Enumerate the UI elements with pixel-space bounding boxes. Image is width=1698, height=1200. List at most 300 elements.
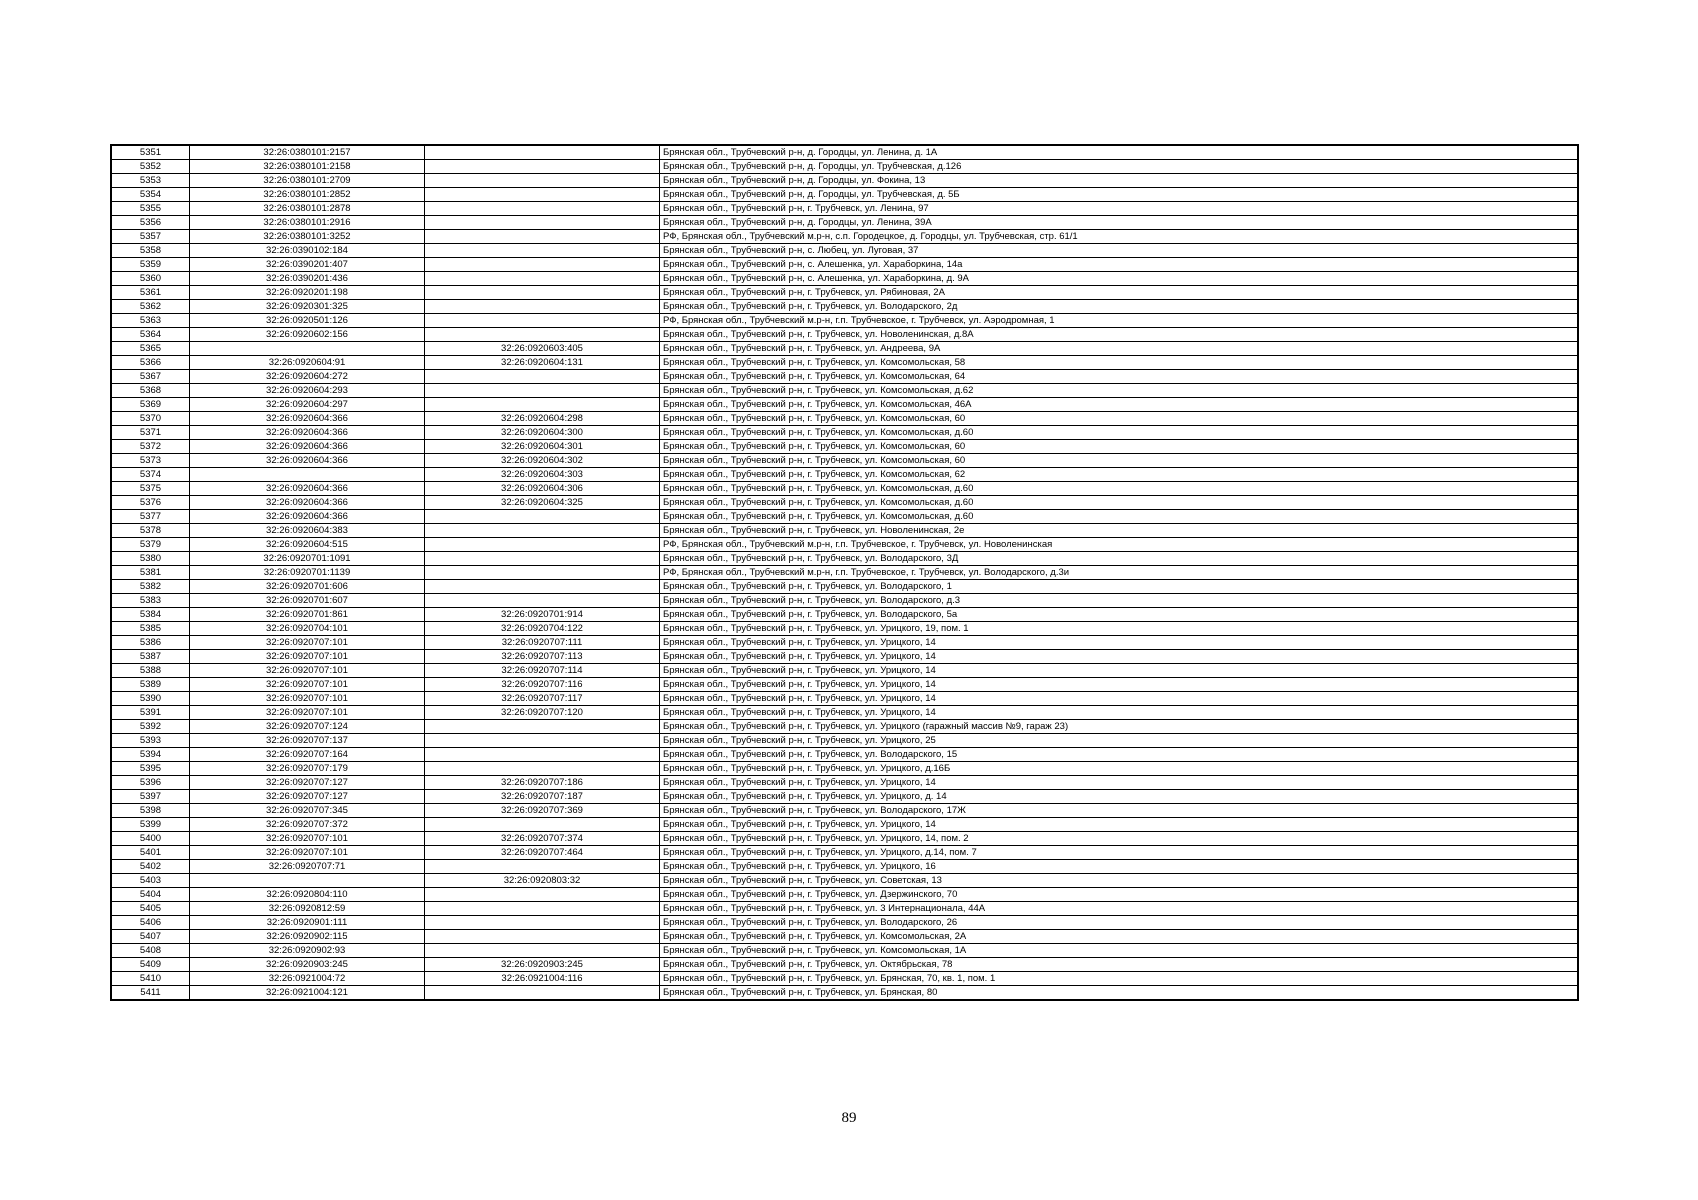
parent-cadastral-number-cell [425, 510, 660, 524]
address-cell: Брянская обл., Трубчевский р-н, г. Трубчевск, ул. Рябиновая, 2А [660, 286, 1579, 300]
address-cell: РФ, Брянская обл., Трубчевский м.р-н, г.п. Трубчевское, г. Трубчевск, ул. Аэродромная, 1 [660, 314, 1579, 328]
row-number-cell: 5359 [111, 258, 190, 272]
address-cell: Брянская обл., Трубчевский р-н, г. Трубчевск, ул. Урицкого, 14 [660, 664, 1579, 678]
cadastral-number-cell: 32:26:0920901:111 [190, 916, 425, 930]
parent-cadastral-number-cell [425, 734, 660, 748]
parent-cadastral-number-cell [425, 384, 660, 398]
address-cell: Брянская обл., Трубчевский р-н, г. Трубчевск, ул. Володарского, 15 [660, 748, 1579, 762]
table-row [111, 188, 1578, 202]
row-number-cell: 5371 [111, 426, 190, 440]
table-row [111, 874, 1578, 888]
row-number-cell: 5367 [111, 370, 190, 384]
cadastral-number-cell: 32:26:0920707:101 [190, 706, 425, 720]
row-number-cell: 5389 [111, 678, 190, 692]
row-number-cell: 5379 [111, 538, 190, 552]
row-number-cell: 5365 [111, 342, 190, 356]
cadastral-number-cell: 32:26:0380101:2916 [190, 216, 425, 230]
address-cell: Брянская обл., Трубчевский р-н, с. Алешенка, ул. Хараборкина, д. 9А [660, 272, 1579, 286]
row-number-cell: 5401 [111, 846, 190, 860]
cadastral-number-cell: 32:26:0380101:3252 [190, 230, 425, 244]
cadastral-number-cell: 32:26:0920707:124 [190, 720, 425, 734]
parent-cadastral-number-cell [425, 370, 660, 384]
table-row [111, 538, 1578, 552]
cadastral-number-cell: 32:26:0380101:2158 [190, 160, 425, 174]
table-row [111, 678, 1578, 692]
row-number-cell: 5355 [111, 202, 190, 216]
row-number-cell: 5387 [111, 650, 190, 664]
parent-cadastral-number-cell [425, 272, 660, 286]
address-cell: Брянская обл., Трубчевский р-н, г. Трубчевск, ул. Андреева, 9А [660, 342, 1579, 356]
parent-cadastral-number-cell: 32:26:0920604:302 [425, 454, 660, 468]
parent-cadastral-number-cell [425, 566, 660, 580]
cadastral-number-cell [190, 342, 425, 356]
table-row [111, 272, 1578, 286]
parent-cadastral-number-cell: 32:26:0920803:32 [425, 874, 660, 888]
cadastral-number-cell: 32:26:0920604:366 [190, 426, 425, 440]
cadastral-number-cell: 32:26:0920707:164 [190, 748, 425, 762]
table-row [111, 692, 1578, 706]
cadastral-number-cell: 32:26:0920707:101 [190, 846, 425, 860]
address-cell: Брянская обл., Трубчевский р-н, г. Трубчевск, ул. Новоленинская, 2е [660, 524, 1579, 538]
cadastral-number-cell: 32:26:0920604:297 [190, 398, 425, 412]
cadastral-number-cell: 32:26:0920701:607 [190, 594, 425, 608]
table-row [111, 328, 1578, 342]
address-cell: Брянская обл., Трубчевский р-н, г. Трубчевск, ул. Урицкого, 14 [660, 776, 1579, 790]
table-row [111, 902, 1578, 916]
cadastral-number-cell: 32:26:0920707:101 [190, 650, 425, 664]
row-number-cell: 5397 [111, 790, 190, 804]
address-cell: Брянская обл., Трубчевский р-н, г. Трубчевск, ул. Комсомольская, 46А [660, 398, 1579, 412]
row-number-cell: 5388 [111, 664, 190, 678]
parent-cadastral-number-cell [425, 944, 660, 958]
table-row [111, 986, 1578, 1001]
table-row [111, 244, 1578, 258]
address-cell: Брянская обл., Трубчевский р-н, г. Трубчевск, ул. Урицкого, 14, пом. 2 [660, 832, 1579, 846]
parent-cadastral-number-cell: 32:26:0920604:131 [425, 356, 660, 370]
cadastral-number-cell: 32:26:0920707:101 [190, 664, 425, 678]
address-cell: Брянская обл., Трубчевский р-н, г. Трубчевск, ул. Урицкого, 14 [660, 650, 1579, 664]
address-cell: Брянская обл., Трубчевский р-н, г. Трубчевск, ул. Комсомольская, д.62 [660, 384, 1579, 398]
row-number-cell: 5364 [111, 328, 190, 342]
table-row [111, 468, 1578, 482]
table-row [111, 174, 1578, 188]
parent-cadastral-number-cell: 32:26:0920707:464 [425, 846, 660, 860]
table-row [111, 972, 1578, 986]
table-row [111, 454, 1578, 468]
row-number-cell: 5386 [111, 636, 190, 650]
table-row [111, 664, 1578, 678]
address-cell: Брянская обл., Трубчевский р-н, г. Трубчевск, ул. Урицкого, д.14, пом. 7 [660, 846, 1579, 860]
address-cell: Брянская обл., Трубчевский р-н, д. Городцы, ул. Трубчевская, д.126 [660, 160, 1579, 174]
row-number-cell: 5407 [111, 930, 190, 944]
table-row [111, 944, 1578, 958]
address-cell: Брянская обл., Трубчевский р-н, г. Трубчевск, ул. Володарского, 26 [660, 916, 1579, 930]
parent-cadastral-number-cell [425, 888, 660, 902]
table-row [111, 706, 1578, 720]
parent-cadastral-number-cell: 32:26:0920707:186 [425, 776, 660, 790]
cadastral-number-cell: 32:26:0920604:366 [190, 510, 425, 524]
parent-cadastral-number-cell: 32:26:0920604:306 [425, 482, 660, 496]
row-number-cell: 5356 [111, 216, 190, 230]
table-row [111, 566, 1578, 580]
cadastral-number-cell: 32:26:0920707:372 [190, 818, 425, 832]
row-number-cell: 5358 [111, 244, 190, 258]
cadastral-number-cell: 32:26:0920902:93 [190, 944, 425, 958]
parent-cadastral-number-cell [425, 314, 660, 328]
cadastral-number-cell: 32:26:0920604:293 [190, 384, 425, 398]
parent-cadastral-number-cell [425, 174, 660, 188]
table-row [111, 860, 1578, 874]
parent-cadastral-number-cell [425, 594, 660, 608]
parent-cadastral-number-cell [425, 145, 660, 160]
parent-cadastral-number-cell: 32:26:0920603:405 [425, 342, 660, 356]
row-number-cell: 5351 [111, 145, 190, 160]
row-number-cell: 5362 [111, 300, 190, 314]
row-number-cell: 5382 [111, 580, 190, 594]
address-cell: Брянская обл., Трубчевский р-н, г. Трубчевск, ул. Комсомольская, д.60 [660, 496, 1579, 510]
row-number-cell: 5385 [111, 622, 190, 636]
table-row [111, 776, 1578, 790]
address-cell: Брянская обл., Трубчевский р-н, г. Трубчевск, ул. Брянская, 80 [660, 986, 1579, 1001]
row-number-cell: 5402 [111, 860, 190, 874]
table-row [111, 202, 1578, 216]
parent-cadastral-number-cell [425, 818, 660, 832]
table-row [111, 482, 1578, 496]
address-cell: Брянская обл., Трубчевский р-н, г. Трубчевск, ул. Урицкого, 14 [660, 706, 1579, 720]
table-row [111, 145, 1578, 160]
address-cell: Брянская обл., Трубчевский р-н, г. Трубчевск, ул. Октябрьская, 78 [660, 958, 1579, 972]
row-number-cell: 5375 [111, 482, 190, 496]
table-row [111, 552, 1578, 566]
cadastral-number-cell: 32:26:0920604:91 [190, 356, 425, 370]
row-number-cell: 5377 [111, 510, 190, 524]
parent-cadastral-number-cell: 32:26:0920707:116 [425, 678, 660, 692]
table-row [111, 580, 1578, 594]
row-number-cell: 5383 [111, 594, 190, 608]
table-row [111, 230, 1578, 244]
parent-cadastral-number-cell [425, 216, 660, 230]
row-number-cell: 5376 [111, 496, 190, 510]
parent-cadastral-number-cell: 32:26:0920903:245 [425, 958, 660, 972]
row-number-cell: 5381 [111, 566, 190, 580]
table-row [111, 216, 1578, 230]
address-cell: Брянская обл., Трубчевский р-н, с. Алешенка, ул. Хараборкина, 14а [660, 258, 1579, 272]
table-row [111, 748, 1578, 762]
row-number-cell: 5406 [111, 916, 190, 930]
parent-cadastral-number-cell: 32:26:0920707:114 [425, 664, 660, 678]
table-row [111, 790, 1578, 804]
row-number-cell: 5372 [111, 440, 190, 454]
cadastral-number-cell: 32:26:0920804:110 [190, 888, 425, 902]
address-cell: Брянская обл., Трубчевский р-н, г. Трубчевск, ул. Комсомольская, 2А [660, 930, 1579, 944]
cadastral-number-cell: 32:26:0920604:272 [190, 370, 425, 384]
cadastral-number-cell: 32:26:0920701:861 [190, 608, 425, 622]
parent-cadastral-number-cell: 32:26:0920707:113 [425, 650, 660, 664]
cadastral-number-cell: 32:26:0920604:366 [190, 482, 425, 496]
parent-cadastral-number-cell: 32:26:0920707:120 [425, 706, 660, 720]
parent-cadastral-number-cell [425, 188, 660, 202]
row-number-cell: 5392 [111, 720, 190, 734]
cadastral-number-cell: 32:26:0920701:1139 [190, 566, 425, 580]
registry-table [110, 144, 1579, 1001]
address-cell: Брянская обл., Трубчевский р-н, г. Трубчевск, ул. Комсомольская, д.60 [660, 482, 1579, 496]
cadastral-number-cell: 32:26:0921004:121 [190, 986, 425, 1001]
cadastral-number-cell: 32:26:0380101:2157 [190, 145, 425, 160]
parent-cadastral-number-cell: 32:26:0920604:300 [425, 426, 660, 440]
row-number-cell: 5391 [111, 706, 190, 720]
address-cell: Брянская обл., Трубчевский р-н, г. Трубчевск, ул. Урицкого, д. 14 [660, 790, 1579, 804]
address-cell: Брянская обл., Трубчевский р-н, г. Трубчевск, ул. Комсомольская, 1А [660, 944, 1579, 958]
address-cell: Брянская обл., Трубчевский р-н, г. Трубчевск, ул. Урицкого, 19, пом. 1 [660, 622, 1579, 636]
parent-cadastral-number-cell: 32:26:0920707:117 [425, 692, 660, 706]
cadastral-number-cell: 32:26:0920812:59 [190, 902, 425, 916]
table-row [111, 650, 1578, 664]
table-row [111, 762, 1578, 776]
table-row [111, 594, 1578, 608]
parent-cadastral-number-cell [425, 986, 660, 1001]
table-row [111, 734, 1578, 748]
cadastral-number-cell: 32:26:0920707:179 [190, 762, 425, 776]
row-number-cell: 5361 [111, 286, 190, 300]
table-row [111, 804, 1578, 818]
address-cell: Брянская обл., Трубчевский р-н, г. Трубчевск, ул. Володарского, 3Д [660, 552, 1579, 566]
table-row [111, 300, 1578, 314]
table-row [111, 818, 1578, 832]
row-number-cell: 5353 [111, 174, 190, 188]
parent-cadastral-number-cell [425, 258, 660, 272]
row-number-cell: 5374 [111, 468, 190, 482]
table-row [111, 426, 1578, 440]
address-cell: Брянская обл., Трубчевский р-н, г. Трубчевск, ул. Володарского, 2д [660, 300, 1579, 314]
cadastral-number-cell: 32:26:0920707:345 [190, 804, 425, 818]
parent-cadastral-number-cell [425, 916, 660, 930]
row-number-cell: 5378 [111, 524, 190, 538]
address-cell: Брянская обл., Трубчевский р-н, д. Городцы, ул. Трубчевская, д. 5Б [660, 188, 1579, 202]
parent-cadastral-number-cell [425, 902, 660, 916]
table-row [111, 370, 1578, 384]
table-row [111, 524, 1578, 538]
table-row [111, 930, 1578, 944]
address-cell: Брянская обл., Трубчевский р-н, д. Городцы, ул. Ленина, д. 1А [660, 145, 1579, 160]
row-number-cell: 5408 [111, 944, 190, 958]
cadastral-number-cell: 32:26:0380101:2852 [190, 188, 425, 202]
address-cell: Брянская обл., Трубчевский р-н, г. Трубчевск, ул. Комсомольская, 58 [660, 356, 1579, 370]
address-cell: Брянская обл., Трубчевский р-н, г. Трубчевск, ул. Дзержинского, 70 [660, 888, 1579, 902]
table-row [111, 720, 1578, 734]
cadastral-number-cell: 32:26:0920501:126 [190, 314, 425, 328]
table-row [111, 636, 1578, 650]
table-row [111, 888, 1578, 902]
table-row [111, 412, 1578, 426]
parent-cadastral-number-cell [425, 286, 660, 300]
parent-cadastral-number-cell [425, 524, 660, 538]
address-cell: Брянская обл., Трубчевский р-н, с. Любец, ул. Луговая, 37 [660, 244, 1579, 258]
address-cell: Брянская обл., Трубчевский р-н, г. Трубчевск, ул. Урицкого, 16 [660, 860, 1579, 874]
row-number-cell: 5373 [111, 454, 190, 468]
table-row [111, 608, 1578, 622]
cadastral-number-cell: 32:26:0920707:127 [190, 776, 425, 790]
row-number-cell: 5363 [111, 314, 190, 328]
cadastral-number-cell: 32:26:0920604:383 [190, 524, 425, 538]
row-number-cell: 5404 [111, 888, 190, 902]
table-row [111, 398, 1578, 412]
parent-cadastral-number-cell [425, 538, 660, 552]
parent-cadastral-number-cell [425, 748, 660, 762]
table-row [111, 286, 1578, 300]
address-cell: Брянская обл., Трубчевский р-н, г. Трубчевск, ул. Урицкого, 14 [660, 678, 1579, 692]
parent-cadastral-number-cell: 32:26:0920604:298 [425, 412, 660, 426]
table-row [111, 496, 1578, 510]
address-cell: Брянская обл., Трубчевский р-н, г. Трубчевск, ул. Ленина, 97 [660, 202, 1579, 216]
parent-cadastral-number-cell [425, 202, 660, 216]
address-cell: Брянская обл., Трубчевский р-н, г. Трубчевск, ул. Урицкого (гаражный массив №9, гараж 23) [660, 720, 1579, 734]
row-number-cell: 5360 [111, 272, 190, 286]
registry-table-body [111, 145, 1578, 1000]
cadastral-number-cell [190, 468, 425, 482]
address-cell: Брянская обл., Трубчевский р-н, г. Трубчевск, ул. Комсомольская, 60 [660, 412, 1579, 426]
row-number-cell: 5395 [111, 762, 190, 776]
address-cell: Брянская обл., Трубчевский р-н, г. Трубчевск, ул. Володарского, 5а [660, 608, 1579, 622]
parent-cadastral-number-cell: 32:26:0921004:116 [425, 972, 660, 986]
address-cell: Брянская обл., Трубчевский р-н, г. Трубчевск, ул. Урицкого, 25 [660, 734, 1579, 748]
parent-cadastral-number-cell: 32:26:0920707:374 [425, 832, 660, 846]
cadastral-number-cell: 32:26:0920701:606 [190, 580, 425, 594]
parent-cadastral-number-cell: 32:26:0920701:914 [425, 608, 660, 622]
cadastral-number-cell: 32:26:0380101:2709 [190, 174, 425, 188]
address-cell: Брянская обл., Трубчевский р-н, г. Трубчевск, ул. Комсомольская, 64 [660, 370, 1579, 384]
row-number-cell: 5380 [111, 552, 190, 566]
row-number-cell: 5410 [111, 972, 190, 986]
parent-cadastral-number-cell: 32:26:0920707:369 [425, 804, 660, 818]
cadastral-number-cell: 32:26:0920707:137 [190, 734, 425, 748]
cadastral-number-cell: 32:26:0920704:101 [190, 622, 425, 636]
parent-cadastral-number-cell [425, 300, 660, 314]
table-row [111, 356, 1578, 370]
row-number-cell: 5384 [111, 608, 190, 622]
cadastral-number-cell: 32:26:0921004:72 [190, 972, 425, 986]
table-row [111, 510, 1578, 524]
address-cell: Брянская обл., Трубчевский р-н, г. Трубчевск, ул. Комсомольская, 60 [660, 454, 1579, 468]
page-number: 89 [841, 1110, 857, 1126]
row-number-cell: 5357 [111, 230, 190, 244]
parent-cadastral-number-cell [425, 398, 660, 412]
cadastral-number-cell: 32:26:0920707:71 [190, 860, 425, 874]
address-cell: Брянская обл., Трубчевский р-н, г. Трубчевск, ул. Комсомольская, д.60 [660, 426, 1579, 440]
cadastral-number-cell: 32:26:0920602:156 [190, 328, 425, 342]
parent-cadastral-number-cell [425, 244, 660, 258]
address-cell: РФ, Брянская обл., Трубчевский м.р-н, с.п. Городецкое, д. Городцы, ул. Трубчевская, стр. 61/1 [660, 230, 1579, 244]
parent-cadastral-number-cell: 32:26:0920604:301 [425, 440, 660, 454]
row-number-cell: 5394 [111, 748, 190, 762]
table-row [111, 314, 1578, 328]
row-number-cell: 5390 [111, 692, 190, 706]
table-row [111, 440, 1578, 454]
row-number-cell: 5398 [111, 804, 190, 818]
table-row [111, 258, 1578, 272]
cadastral-number-cell: 32:26:0390201:436 [190, 272, 425, 286]
cadastral-number-cell: 32:26:0920604:366 [190, 454, 425, 468]
parent-cadastral-number-cell: 32:26:0920707:111 [425, 636, 660, 650]
parent-cadastral-number-cell: 32:26:0920604:303 [425, 468, 660, 482]
parent-cadastral-number-cell [425, 860, 660, 874]
row-number-cell: 5352 [111, 160, 190, 174]
cadastral-number-cell: 32:26:0920902:115 [190, 930, 425, 944]
table-row [111, 916, 1578, 930]
cadastral-number-cell: 32:26:0920903:245 [190, 958, 425, 972]
parent-cadastral-number-cell: 32:26:0920704:122 [425, 622, 660, 636]
parent-cadastral-number-cell [425, 552, 660, 566]
cadastral-number-cell: 32:26:0920604:366 [190, 440, 425, 454]
address-cell: Брянская обл., Трубчевский р-н, г. Трубчевск, ул. Комсомольская, 60 [660, 440, 1579, 454]
parent-cadastral-number-cell [425, 328, 660, 342]
cadastral-number-cell: 32:26:0920604:366 [190, 412, 425, 426]
parent-cadastral-number-cell [425, 720, 660, 734]
table-row [111, 384, 1578, 398]
parent-cadastral-number-cell [425, 580, 660, 594]
cadastral-number-cell: 32:26:0920604:366 [190, 496, 425, 510]
cadastral-number-cell: 32:26:0920707:101 [190, 692, 425, 706]
address-cell: Брянская обл., Трубчевский р-н, г. Трубчевск, ул. Володарского, д.3 [660, 594, 1579, 608]
row-number-cell: 5370 [111, 412, 190, 426]
address-cell: Брянская обл., Трубчевский р-н, г. Трубчевск, ул. Урицкого, 14 [660, 636, 1579, 650]
row-number-cell: 5366 [111, 356, 190, 370]
address-cell: Брянская обл., Трубчевский р-н, г. Трубчевск, ул. Володарского, 17Ж [660, 804, 1579, 818]
cadastral-number-cell: 32:26:0380101:2878 [190, 202, 425, 216]
address-cell: Брянская обл., Трубчевский р-н, г. Трубчевск, ул. Володарского, 1 [660, 580, 1579, 594]
table-row [111, 622, 1578, 636]
row-number-cell: 5369 [111, 398, 190, 412]
address-cell: Брянская обл., Трубчевский р-н, г. Трубчевск, ул. Комсомольская, 62 [660, 468, 1579, 482]
row-number-cell: 5354 [111, 188, 190, 202]
table-row [111, 846, 1578, 860]
row-number-cell: 5393 [111, 734, 190, 748]
address-cell: Брянская обл., Трубчевский р-н, д. Городцы, ул. Фокина, 13 [660, 174, 1579, 188]
table-row [111, 342, 1578, 356]
cadastral-number-cell [190, 874, 425, 888]
row-number-cell: 5405 [111, 902, 190, 916]
row-number-cell: 5409 [111, 958, 190, 972]
table-row [111, 958, 1578, 972]
row-number-cell: 5396 [111, 776, 190, 790]
parent-cadastral-number-cell [425, 230, 660, 244]
parent-cadastral-number-cell [425, 762, 660, 776]
table-row [111, 160, 1578, 174]
row-number-cell: 5403 [111, 874, 190, 888]
cadastral-number-cell: 32:26:0920707:101 [190, 832, 425, 846]
cadastral-number-cell: 32:26:0920707:101 [190, 678, 425, 692]
address-cell: Брянская обл., Трубчевский р-н, г. Трубчевск, ул. Советская, 13 [660, 874, 1579, 888]
address-cell: Брянская обл., Трубчевский р-н, г. Трубчевск, ул. Новоленинская, д.8А [660, 328, 1579, 342]
cadastral-number-cell: 32:26:0920604:515 [190, 538, 425, 552]
cadastral-number-cell: 32:26:0390201:407 [190, 258, 425, 272]
address-cell: Брянская обл., Трубчевский р-н, г. Трубчевск, ул. Брянская, 70, кв. 1, пом. 1 [660, 972, 1579, 986]
address-cell: Брянская обл., Трубчевский р-н, г. Трубчевск, ул. Урицкого, 14 [660, 692, 1579, 706]
address-cell: Брянская обл., Трубчевский р-н, г. Трубчевск, ул. Урицкого, 14 [660, 818, 1579, 832]
address-cell: РФ, Брянская обл., Трубчевский м.р-н, г.п. Трубчевское, г. Трубчевск, ул. Володарского, д.3и [660, 566, 1579, 580]
cadastral-number-cell: 32:26:0390102:184 [190, 244, 425, 258]
cadastral-number-cell: 32:26:0920707:127 [190, 790, 425, 804]
parent-cadastral-number-cell [425, 160, 660, 174]
cadastral-number-cell: 32:26:0920707:101 [190, 636, 425, 650]
address-cell: Брянская обл., Трубчевский р-н, г. Трубчевск, ул. Комсомольская, д.60 [660, 510, 1579, 524]
cadastral-number-cell: 32:26:0920701:1091 [190, 552, 425, 566]
address-cell: Брянская обл., Трубчевский р-н, г. Трубчевск, ул. 3 Интернационала, 44А [660, 902, 1579, 916]
parent-cadastral-number-cell: 32:26:0920707:187 [425, 790, 660, 804]
table-row [111, 832, 1578, 846]
address-cell: Брянская обл., Трубчевский р-н, д. Городцы, ул. Ленина, 39А [660, 216, 1579, 230]
cadastral-number-cell: 32:26:0920201:198 [190, 286, 425, 300]
parent-cadastral-number-cell [425, 930, 660, 944]
